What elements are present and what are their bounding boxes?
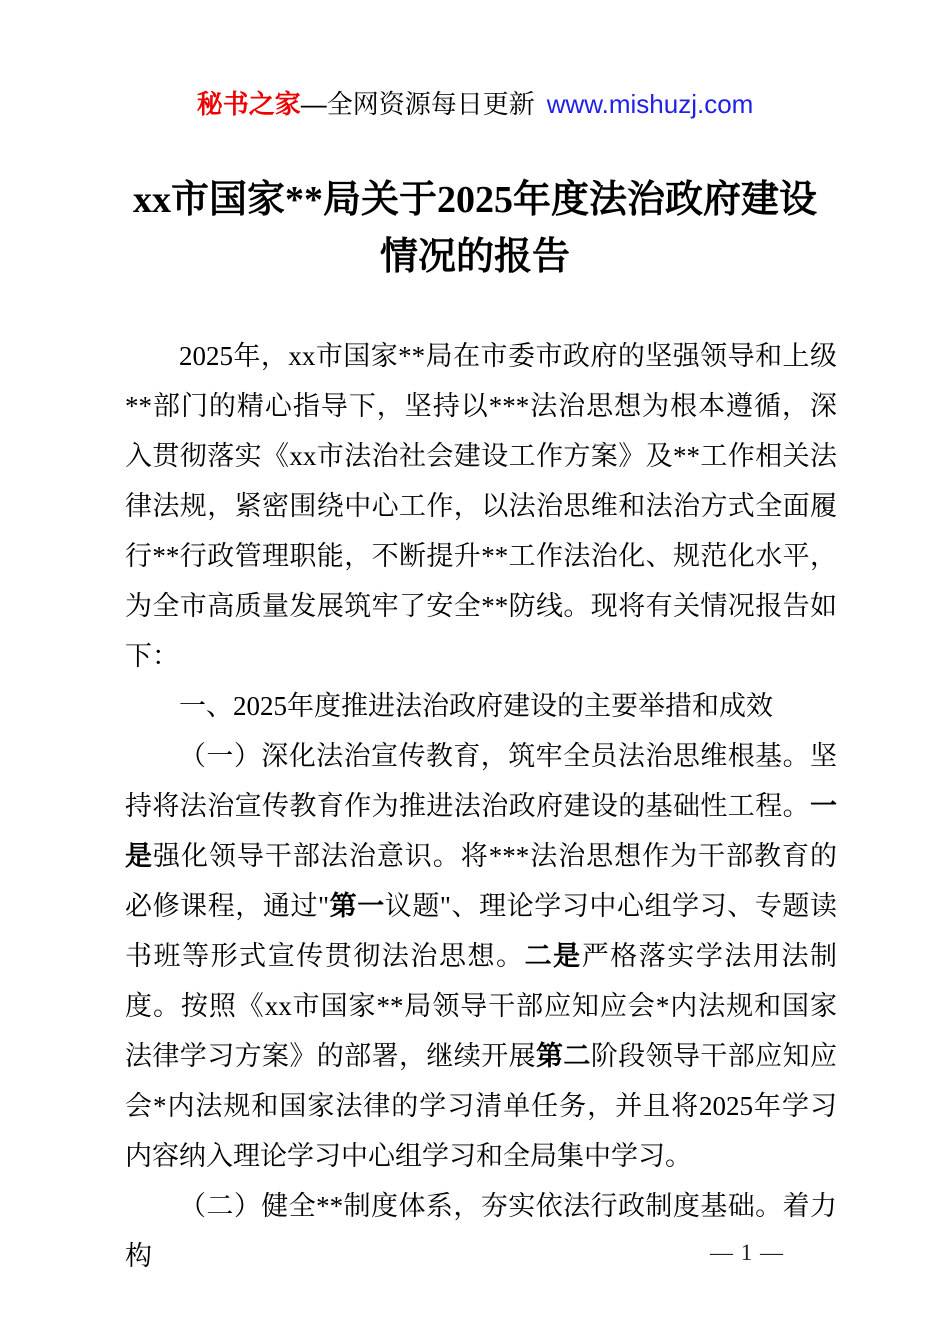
- document-title: [60, 172, 890, 286]
- paragraph: [125, 331, 837, 681]
- text-run: 2025年，xx市国家**局在市委市政府的坚强领导和上级**部门的精心指导下，坚持以***法治思想为根本遵循，深入贯彻落实《xx市法治社会建设工作方案》及**工作相关法律法规，紧密围绕中心工作，以法治思维和法治方式全面履行**行政管理职能，不断提升**工作法治化、规范化水平，为全市高质量发展筑牢了安全**防线。现将有关情况报告如下：: [125, 341, 837, 671]
- site-brand: 秘书之家: [196, 89, 301, 119]
- bold-text-run: 二是: [524, 941, 582, 971]
- page-number: — 1 —: [710, 1240, 784, 1265]
- text-run: 阶段领导干部应知应会*内法规和国家法律的学习清单任务，并且将2025年学习内容纳入理论学习中心组学习和全局集中学习。: [125, 1041, 838, 1171]
- bold-text-run: 第二: [536, 1041, 591, 1071]
- page-footer: [710, 1238, 784, 1268]
- document-title-line-2: 情况的报告: [379, 236, 570, 278]
- bold-text-run: 第一: [329, 891, 385, 921]
- bold-text-run: 一是: [125, 791, 837, 871]
- site-tagline: —全网资源每日更新: [300, 89, 535, 119]
- text-run: 强化领导干部法治意识。将***法治思想作为干部教育的必修课程，通过": [125, 841, 838, 921]
- document-title-line-1: xx市国家**局关于2025年度法治政府建设: [132, 179, 817, 221]
- paragraph: [125, 731, 837, 1181]
- text-run: 一、2025年度推进法治政府建设的主要举措和成效: [179, 691, 773, 721]
- section-heading: [125, 681, 837, 731]
- document-body: [125, 331, 837, 1281]
- site-url[interactable]: www.mishuzj.com: [546, 89, 754, 119]
- text-run: （一）深化法治宣传教育，筑牢全员法治思维根基。坚持将法治宣传教育作为推进法治政府建设的基础性工程。: [125, 741, 837, 821]
- page-header: [0, 86, 950, 122]
- text-run: （二）健全**制度体系，夯实依法行政制度基础。着力构: [125, 1191, 837, 1271]
- text-run: 严格落实学法用法制度。按照《xx市国家**局领导干部应知应会*内法规和国家法律学习方案》的部署，继续开展: [125, 941, 838, 1071]
- text-run: 议题"、理论学习中心组学习、专题读书班等形式宣传贯彻法治思想。: [125, 891, 837, 971]
